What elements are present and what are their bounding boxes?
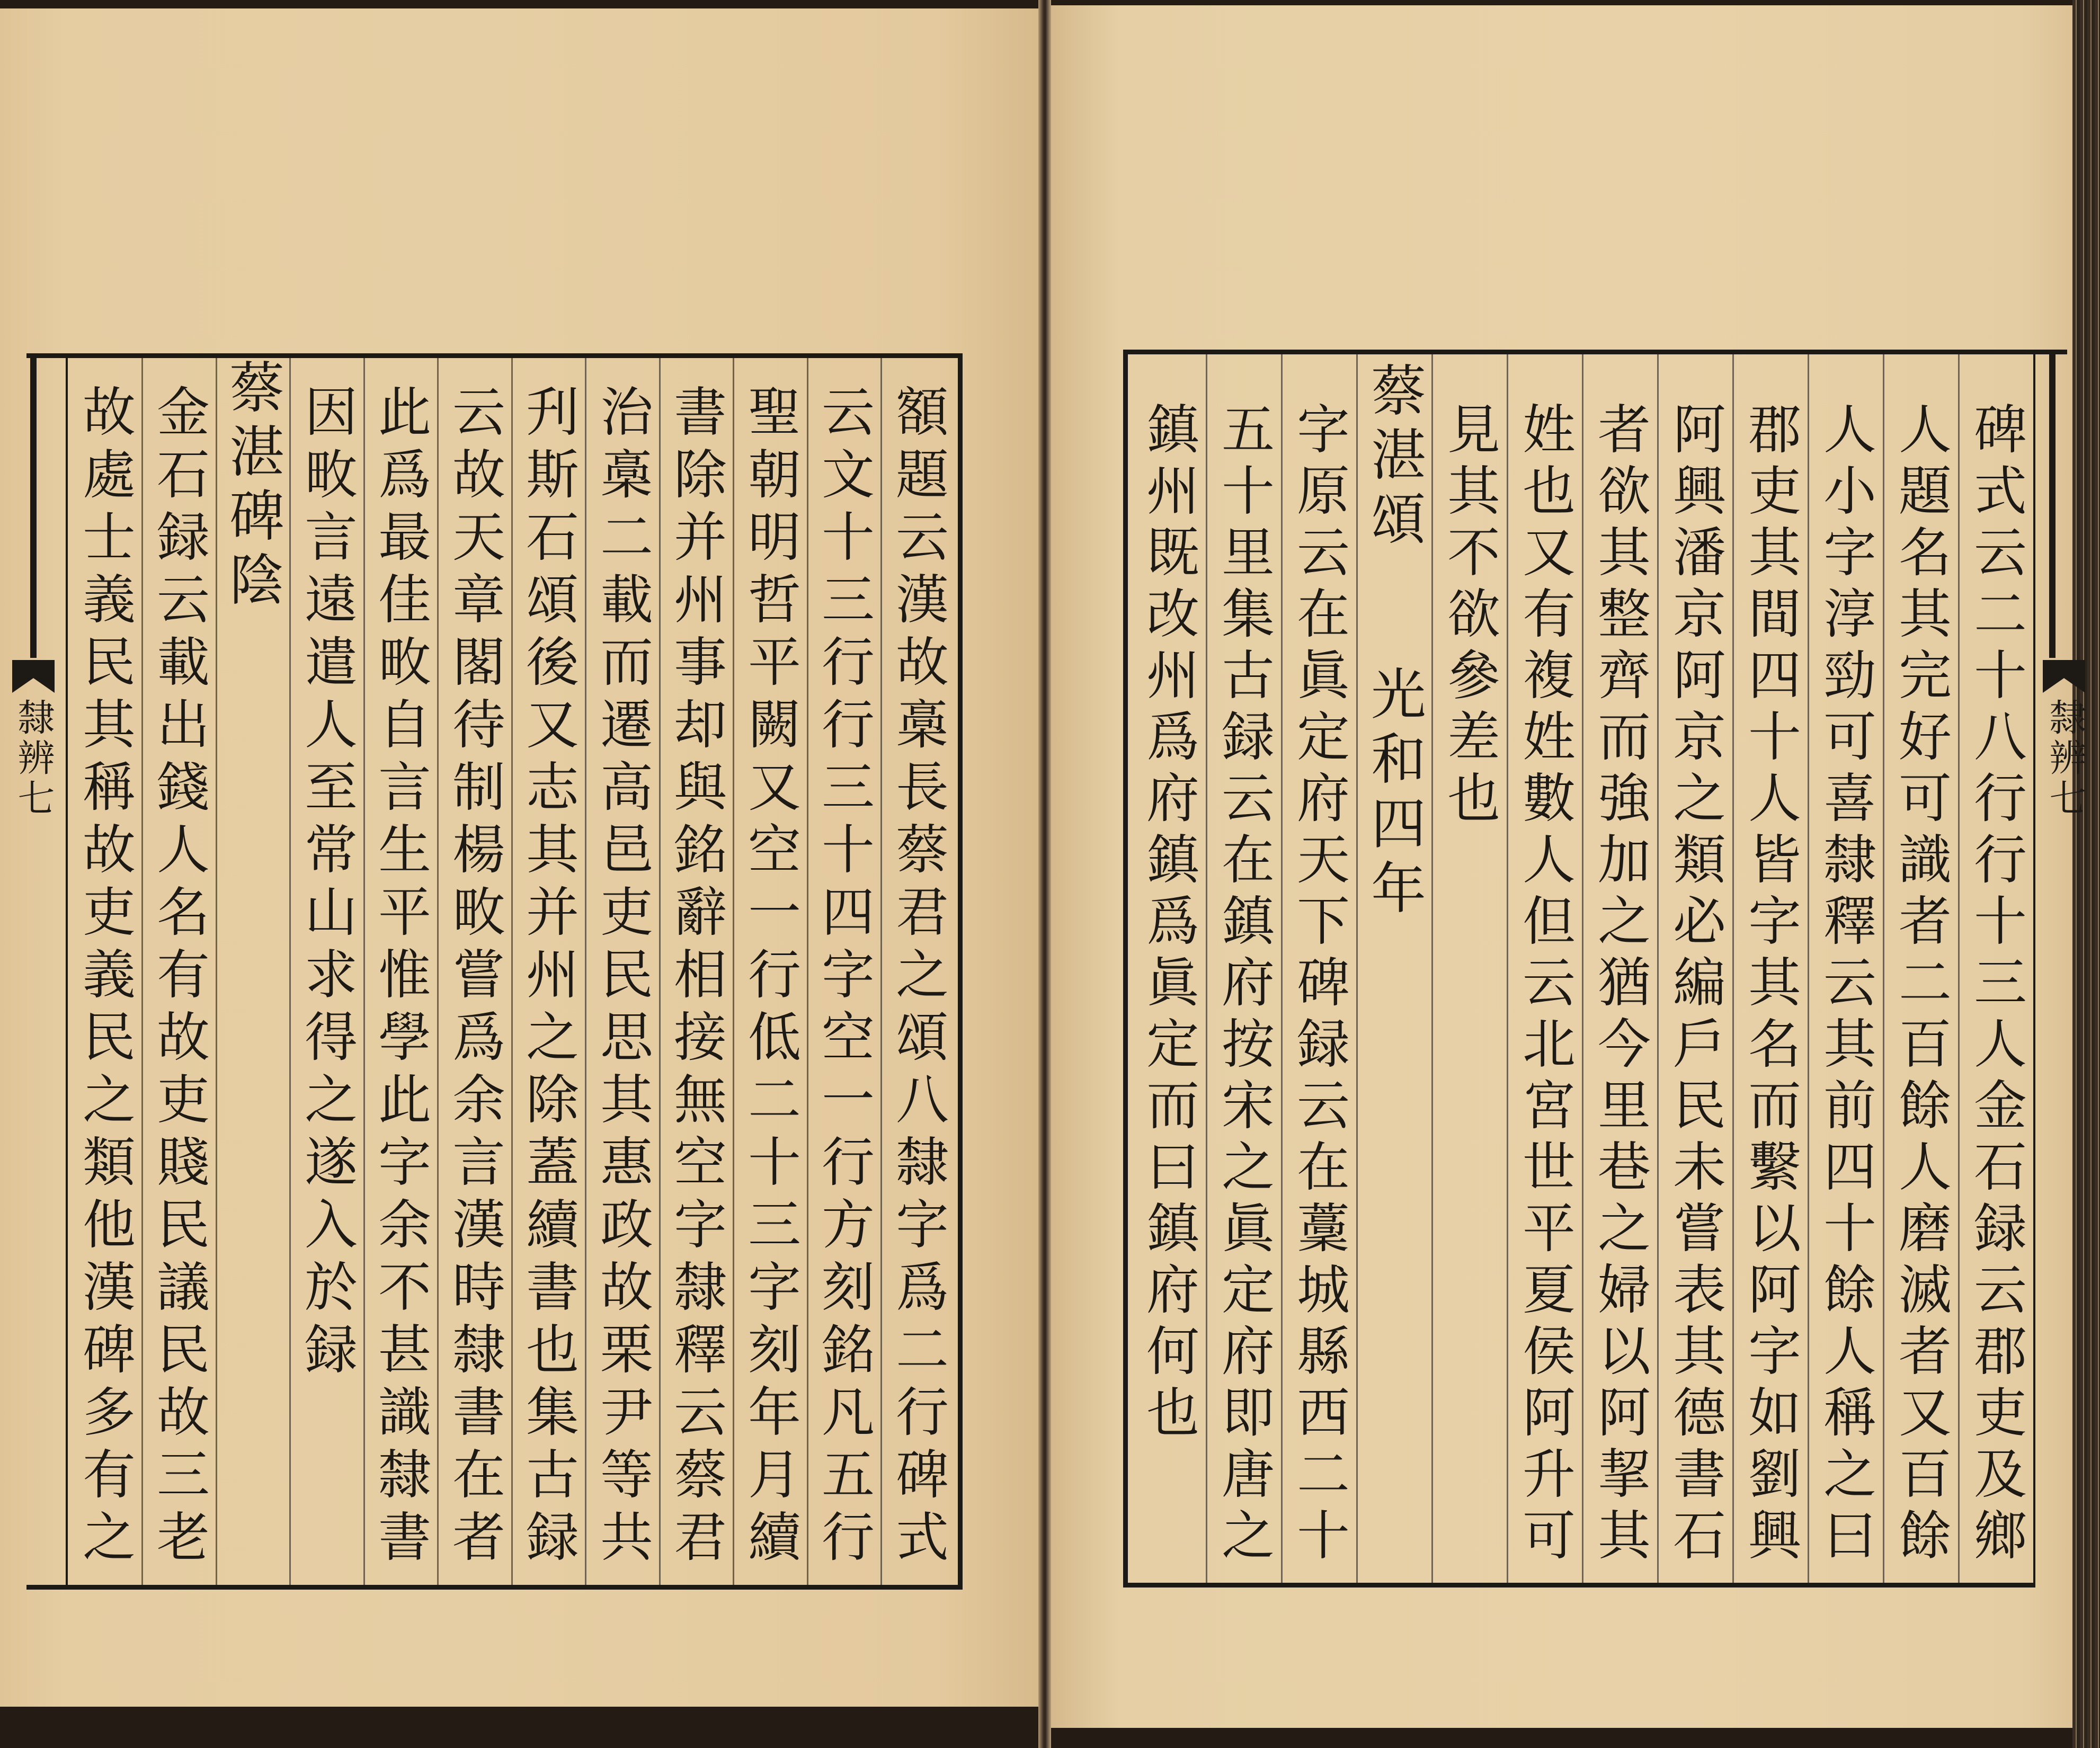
text-column: 字原云在眞定府天下碑録云在藳城縣西二十 [1288,402,1350,1569]
text-column: 故處士義民其稱故吏義民之類他漢碑多有之 [74,384,136,1572]
column-rule [1582,354,1583,1583]
frame-top-right [1123,350,2067,354]
text-column: 人小字淳勁可喜隸釋云其前四十餘人稱之曰 [1814,402,1876,1569]
text-column: 云文十三行行三十四字空一行方刻銘凡五行 [813,384,875,1572]
page-stack-edge [2072,0,2100,1748]
frame-bottom-left [26,1585,963,1590]
column-rule [141,358,143,1585]
frame-outer-border-right-page [1123,350,1128,1588]
elephant-trunk-line-right [2049,351,2055,658]
column-rule [1883,354,1884,1583]
text-column: 治槀二載而遷高邑吏民思其惠政故栗尹等共 [591,384,653,1572]
text-column: 見其不欲參差也 [1438,402,1500,832]
gutter-fold [1038,0,1051,1748]
text-column: 金石録云載出錢人名有故吏賤民議民故三老 [148,384,210,1572]
column-rule [1732,354,1734,1583]
text-column: 額題云漢故槀長蔡君之頌八隸字爲二行碑式 [887,384,949,1572]
text-column: 阿興潘京阿京之類必編戶民未嘗表其德書石 [1664,402,1726,1569]
text-column: 五十里集古録云在鎮府按宋之眞定府即唐之 [1213,402,1275,1569]
column-rule [807,358,808,1585]
column-rule [1657,354,1659,1583]
margin-title-left: 隸辨七 [12,698,55,819]
text-column: 因畋言遠遣人至常山求得之遂入於録 [296,384,358,1384]
column-rule [659,358,661,1585]
elephant-trunk-line-left [30,353,37,658]
text-column: 此爲最佳畋自言生平惟學此字余不甚識隸書 [369,384,431,1572]
frame-bottom-right [1123,1583,2035,1588]
column-rule [216,358,217,1585]
frame-outer-border-left-page [958,353,963,1590]
text-column: 聖朝明哲平闕又空一行低二十三字刻年月續 [739,384,801,1572]
text-column: 者欲其整齊而強加之猶今里巷之婦以阿挈其 [1589,402,1651,1569]
entry-heading: 蔡湛頌 [1362,362,1426,554]
column-rule [1958,354,1960,1583]
column-rule [585,358,586,1585]
column-rule [880,358,882,1585]
column-rule [733,358,734,1585]
text-column: 刋斯石頌後又志其并州之除蓋續書也集古録 [517,384,579,1572]
column-rule [1431,354,1433,1583]
text-column: 姓也又有複姓數人但云北宮世平夏侯阿升可 [1514,402,1576,1569]
text-column: 鎮州既改州爲府鎮爲眞定而曰鎮府何也 [1137,402,1199,1446]
text-column: 郡吏其間四十人皆字其名而繫以阿字如劉興 [1739,402,1801,1569]
column-rule [363,358,365,1585]
frame-inner-border-right-page [2033,350,2035,1588]
column-rule [511,358,513,1585]
column-rule [437,358,439,1585]
entry-heading: 蔡湛碑陰 [220,359,284,615]
column-rule [289,358,291,1585]
text-column: 人題名其完好可識者二百餘人磨滅者又百餘 [1890,402,1952,1569]
margin-title-right: 隸辨七 [2043,698,2087,819]
text-column: 書除并州事却與銘辭相接無空字隸釋云蔡君 [665,384,727,1572]
frame-top-left [26,353,963,358]
column-rule [1507,354,1508,1583]
column-rule [1206,354,1207,1583]
frame-inner-border-left-page [66,353,68,1590]
column-rule [1808,354,1809,1583]
text-column: 云故天章閣待制楊畋嘗爲余言漢時隸書在者 [443,384,505,1572]
column-rule [1356,354,1358,1583]
entry-date: 光和四年 [1362,665,1426,924]
text-column: 碑式云二十八行行十三人金石録云郡吏及鄉 [1965,402,2027,1569]
column-rule [1281,354,1283,1583]
